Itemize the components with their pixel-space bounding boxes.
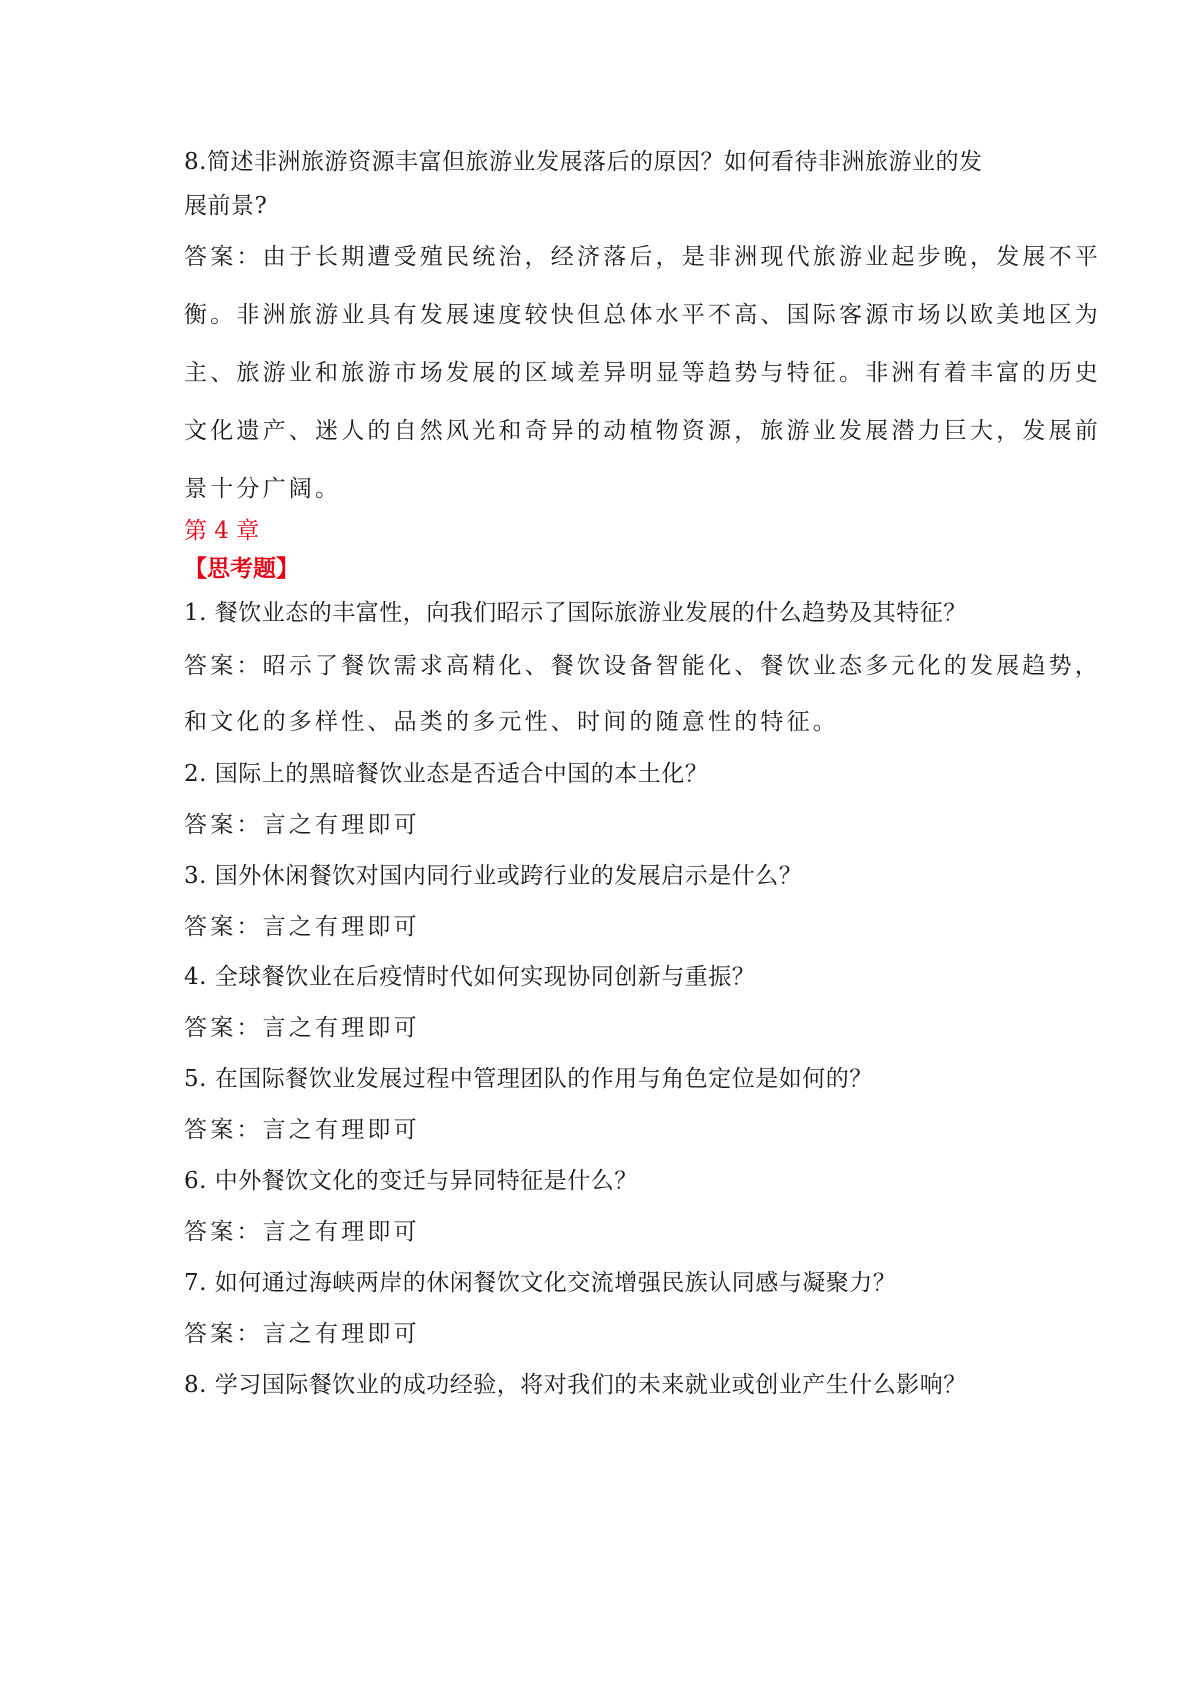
answer-1-line-1: 答案：昭示了餐饮需求高精化、餐饮设备智能化、餐饮业态多元化的发展趋势， [184,653,1101,679]
answer-8-line-4: 文化遗产、迷人的自然风光和奇异的动植物资源，旅游业发展潜力巨大，发展前 [184,418,1101,444]
question-3: 3. 国外休闲餐饮对国内同行业或跨行业的发展启示是什么？ [184,863,803,889]
question-1: 1. 餐饮业态的丰富性，向我们昭示了国际旅游业发展的什么趋势及其特征？ [184,600,967,626]
question-4: 4. 全球餐饮业在后疫情时代如何实现协同创新与重振？ [184,964,756,990]
answer-6: 答案：言之有理即可 [184,1219,420,1245]
answer-8-line-3: 主、旅游业和旅游市场发展的区域差异明显等趋势与特征。非洲有着丰富的历史 [184,360,1101,386]
answer-8-line-1: 答案：由于长期遭受殖民统治，经济落后，是非洲现代旅游业起步晚，发展不平 [184,244,1101,270]
question-8-line-1: 8.简述非洲旅游资源丰富但旅游业发展落后的原因？如何看待非洲旅游业的发 [184,149,983,175]
answer-2: 答案：言之有理即可 [184,812,420,838]
answer-8-line-2: 衡。非洲旅游业具有发展速度较快但总体水平不高、国际客源市场以欧美地区为 [184,302,1101,328]
question-5: 5. 在国际餐饮业发展过程中管理团队的作用与角色定位是如何的？ [184,1066,873,1092]
answer-3: 答案：言之有理即可 [184,914,420,940]
section-heading: 【思考题】 [184,555,299,582]
question-2: 2. 国际上的黑暗餐饮业态是否适合中国的本土化？ [184,761,709,787]
question-6: 6. 中外餐饮文化的变迁与异同特征是什么？ [184,1168,638,1194]
answer-4: 答案：言之有理即可 [184,1015,420,1041]
answer-8-line-5: 景十分广阔。 [184,476,342,502]
question-8: 8. 学习国际餐饮业的成功经验，将对我们的未来就业或创业产生什么影响？ [184,1372,967,1398]
answer-5: 答案：言之有理即可 [184,1117,420,1143]
answer-7: 答案：言之有理即可 [184,1321,420,1347]
answer-1-line-2: 和文化的多样性、品类的多元性、时间的随意性的特征。 [184,709,839,735]
question-8-line-2: 展前景? [184,193,268,219]
question-7: 7. 如何通过海峡两岸的休闲餐饮文化交流增强民族认同感与凝聚力？ [184,1270,897,1296]
chapter-title: 第 4 章 [184,518,260,544]
